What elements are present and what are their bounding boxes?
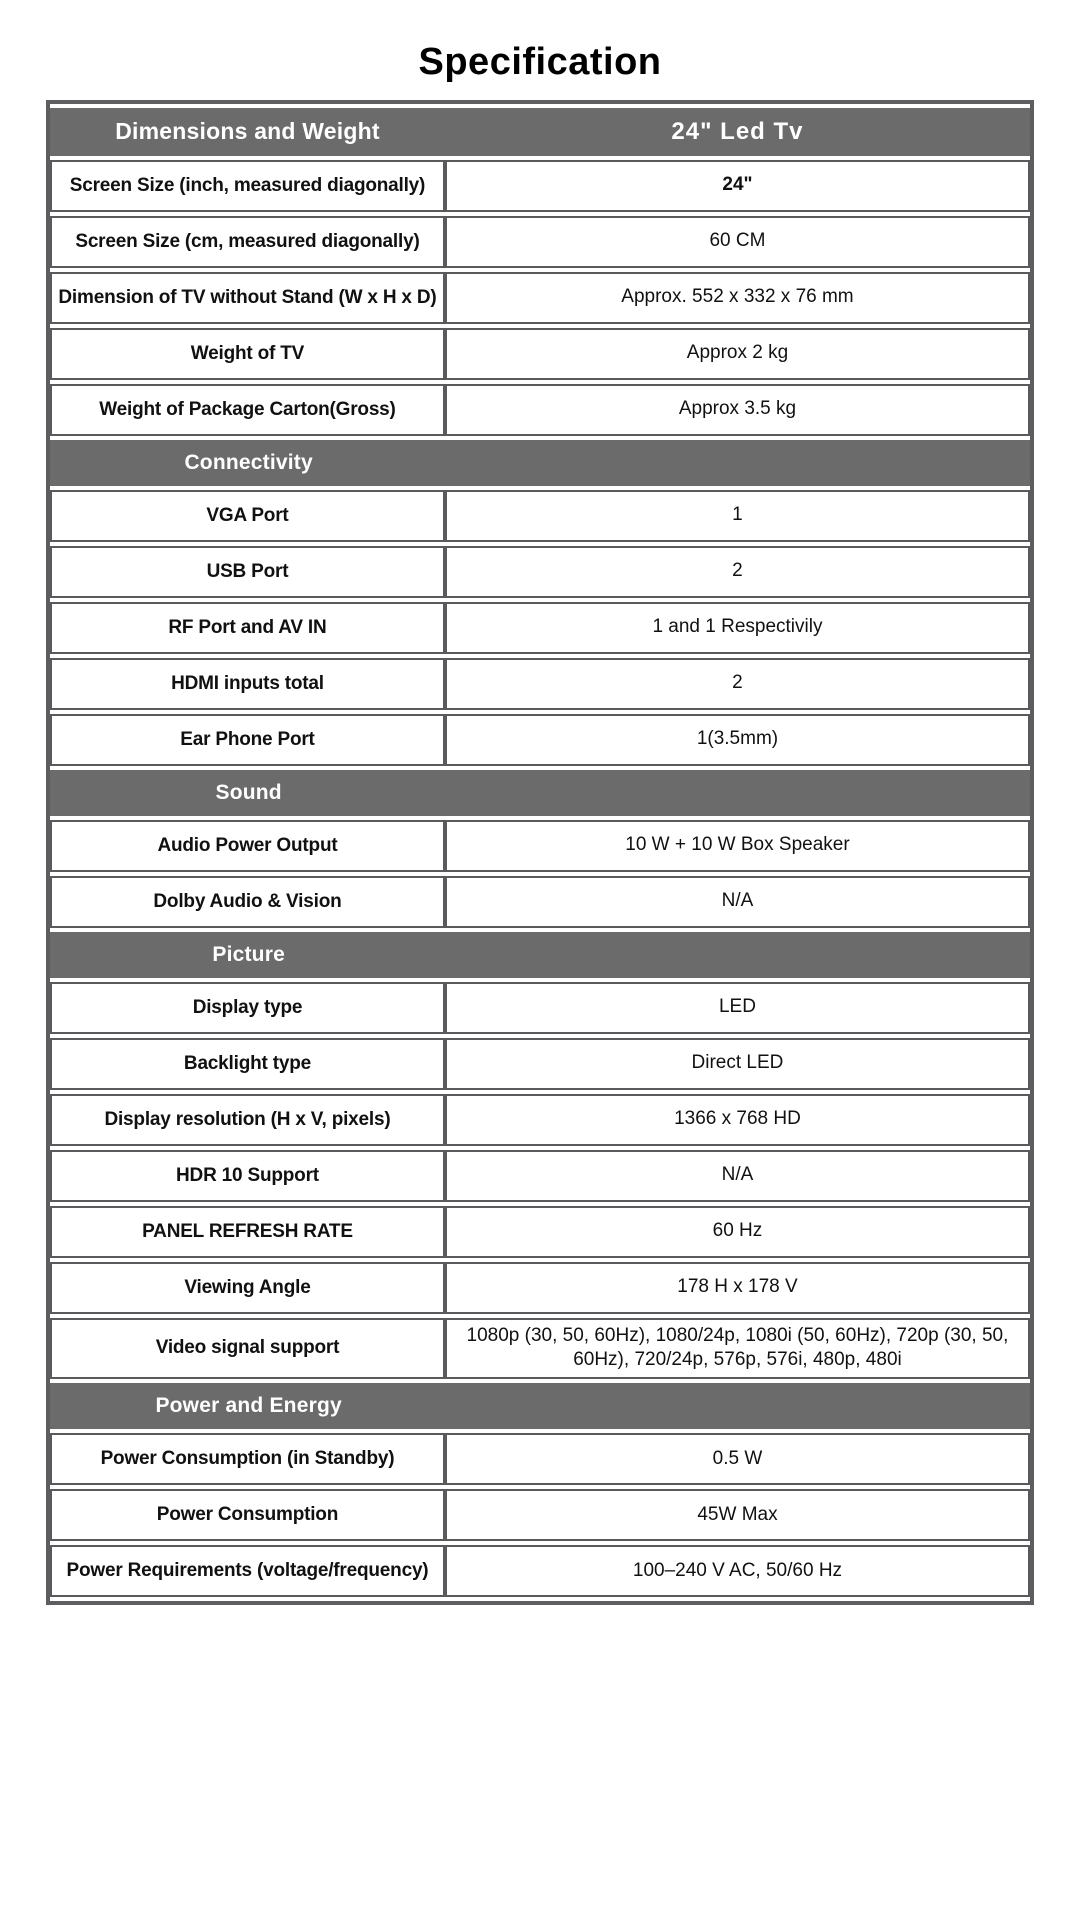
row-value: N/A — [445, 1150, 1030, 1202]
row-label: Viewing Angle — [50, 1262, 445, 1314]
row-value: N/A — [445, 876, 1030, 928]
table-row — [50, 876, 1030, 928]
row-label: Dolby Audio & Vision — [50, 876, 445, 928]
row-value: 178 H x 178 V — [445, 1262, 1030, 1314]
header-product-cell: 24" Led Tv — [445, 108, 1030, 156]
section-title: Sound — [215, 780, 282, 804]
row-value: Approx 3.5 kg — [445, 384, 1030, 436]
section-header-row-sound — [50, 770, 1030, 816]
row-value: 60 CM — [445, 216, 1030, 268]
row-label: Power Consumption (in Standby) — [50, 1433, 445, 1485]
row-value: LED — [445, 982, 1030, 1034]
table-row — [50, 1433, 1030, 1485]
section-header-cell — [50, 1383, 1030, 1429]
row-value: 2 — [445, 546, 1030, 598]
table-row — [50, 820, 1030, 872]
table-row — [50, 1545, 1030, 1597]
row-value: Direct LED — [445, 1038, 1030, 1090]
row-label: Dimension of TV without Stand (W x H x D) — [50, 272, 445, 324]
row-label: Display resolution (H x V, pixels) — [50, 1094, 445, 1146]
row-label: Ear Phone Port — [50, 714, 445, 766]
row-label: HDR 10 Support — [50, 1150, 445, 1202]
spec-table — [46, 100, 1034, 1605]
row-value: 0.5 W — [445, 1433, 1030, 1485]
section-header-cell — [50, 440, 1030, 486]
row-label: RF Port and AV IN — [50, 602, 445, 654]
row-label: Weight of TV — [50, 328, 445, 380]
row-value: 1080p (30, 50, 60Hz), 1080/24p, 1080i (50, 60Hz), 720p (30, 50, 60Hz), 720/24p, 576p, 576i, 480p, 480i — [445, 1318, 1030, 1379]
row-value: Approx 2 kg — [445, 328, 1030, 380]
row-value: 10 W + 10 W Box Speaker — [445, 820, 1030, 872]
row-value: Approx. 552 x 332 x 76 mm — [445, 272, 1030, 324]
table-row — [50, 1318, 1030, 1379]
page-title: Specification — [418, 41, 662, 83]
section-header-cell — [50, 932, 1030, 978]
row-label: Power Requirements (voltage/frequency) — [50, 1545, 445, 1597]
section-header-row-power — [50, 1383, 1030, 1429]
row-label: HDMI inputs total — [50, 658, 445, 710]
table-row — [50, 1489, 1030, 1541]
row-label: VGA Port — [50, 490, 445, 542]
row-label: Weight of Package Carton(Gross) — [50, 384, 445, 436]
row-value: 45W Max — [445, 1489, 1030, 1541]
section-header-row-connectivity — [50, 440, 1030, 486]
section-title: Connectivity — [184, 450, 313, 474]
row-label: Display type — [50, 982, 445, 1034]
section-header-row-picture — [50, 932, 1030, 978]
row-value: 60 Hz — [445, 1206, 1030, 1258]
row-label: Screen Size (cm, measured diagonally) — [50, 216, 445, 268]
row-label: Audio Power Output — [50, 820, 445, 872]
section-header-cell — [50, 770, 1030, 816]
row-label: Backlight type — [50, 1038, 445, 1090]
table-row — [50, 658, 1030, 710]
row-value: 1 — [445, 490, 1030, 542]
table-row — [50, 272, 1030, 324]
table-row — [50, 1094, 1030, 1146]
row-label: PANEL REFRESH RATE — [50, 1206, 445, 1258]
section-title: Picture — [212, 942, 285, 966]
row-label: USB Port — [50, 546, 445, 598]
row-label: Power Consumption — [50, 1489, 445, 1541]
table-row — [50, 490, 1030, 542]
table-row — [50, 1262, 1030, 1314]
row-label: Screen Size (inch, measured diagonally) — [50, 160, 445, 212]
table-row — [50, 160, 1030, 212]
section-title: Power and Energy — [155, 1394, 342, 1418]
table-row — [50, 602, 1030, 654]
row-value: 1 and 1 Respectivily — [445, 602, 1030, 654]
row-label: Video signal support — [50, 1318, 445, 1379]
table-row — [50, 384, 1030, 436]
table-row — [50, 1150, 1030, 1202]
row-value: 100–240 V AC, 50/60 Hz — [445, 1545, 1030, 1597]
row-value: 24" — [445, 160, 1030, 212]
row-value: 2 — [445, 658, 1030, 710]
table-row — [50, 328, 1030, 380]
row-value: 1(3.5mm) — [445, 714, 1030, 766]
table-row — [50, 982, 1030, 1034]
row-value: 1366 x 768 HD — [445, 1094, 1030, 1146]
table-row — [50, 546, 1030, 598]
table-header-row — [50, 108, 1030, 156]
table-row — [50, 1038, 1030, 1090]
table-row — [50, 714, 1030, 766]
table-row — [50, 1206, 1030, 1258]
table-row — [50, 216, 1030, 268]
header-category-cell: Dimensions and Weight — [50, 108, 445, 156]
